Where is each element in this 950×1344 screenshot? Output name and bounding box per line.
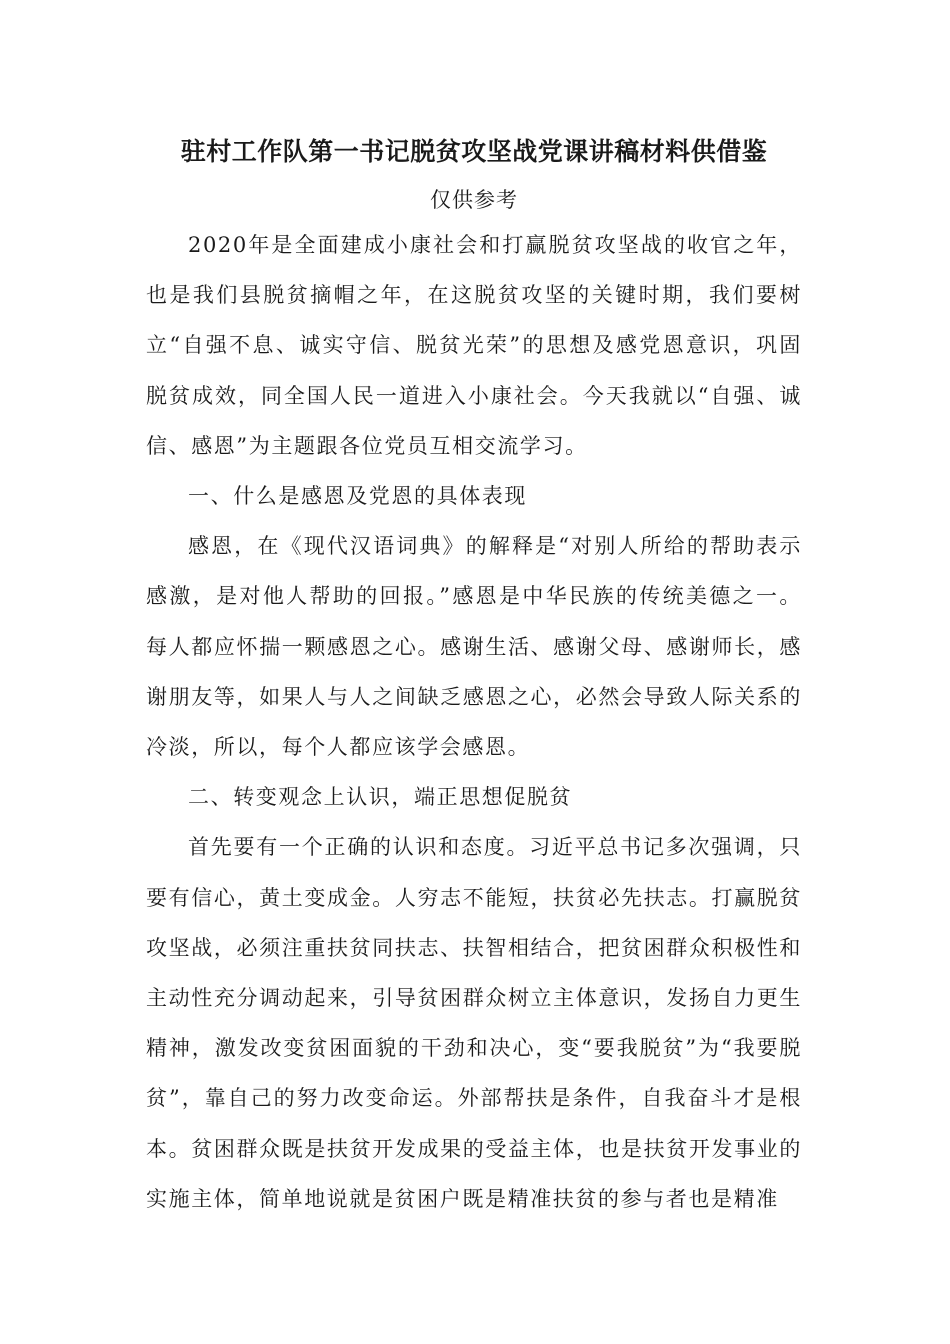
document-title: 驻村工作队第一书记脱贫攻坚战党课讲稿材料供借鉴 (180, 137, 768, 166)
section-heading-1: 一、什么是感恩及党恩的具体表现 (188, 484, 527, 509)
paragraph-intro: 2020年是全面建成小康社会和打赢脱贫攻坚战的收官之年，也是我们县脱贫摘帽之年，在这脱贫攻坚的关键时期，我们要树立“自强不息、诚实守信、脱贫光荣”的思想及感党恩意识，巩固脱贫成效，同全国人民一道进入小康社会。今天我就以“自强、诚信、感恩”为主题跟各位党员互相交流学习。 (146, 233, 802, 458)
section-heading-2: 二、转变观念上认识，端正思想促脱贫 (188, 785, 573, 810)
document-body (146, 220, 802, 1224)
document-subtitle: 仅供参考 (430, 188, 518, 212)
paragraph-gratitude: 感恩，在《现代汉语词典》的解释是“对别人所给的帮助表示感激，是对他人帮助的回报。”感恩是中华民族的传统美德之一。每人都应怀揣一颗感恩之心。感谢生活、感谢父母、感谢师长，感谢朋友等，如果人与人之间缺乏感恩之心，必然会导致人际关系的冷淡，所以，每个人都应该学会感恩。 (146, 534, 802, 760)
paragraph-mindset: 首先要有一个正确的认识和态度。习近平总书记多次强调，只要有信心，黄土变成金。人穷志不能短，扶贫必先扶志。打赢脱贫攻坚战，必须注重扶贫同扶志、扶智相结合，把贫困群众积极性和主动性充分调动起来，引导贫困群众树立主体意识，发扬自力更生精神，激发改变贫困面貌的干劲和决心，变“要我脱贫”为“我要脱贫”，靠自己的努力改变命运。外部帮扶是条件，自我奋斗才是根本。贫困群众既是扶贫开发成果的受益主体，也是扶贫开发事业的实施主体，简单地说就是贫困户既是精准扶贫的参与者也是精准 (146, 835, 802, 1211)
